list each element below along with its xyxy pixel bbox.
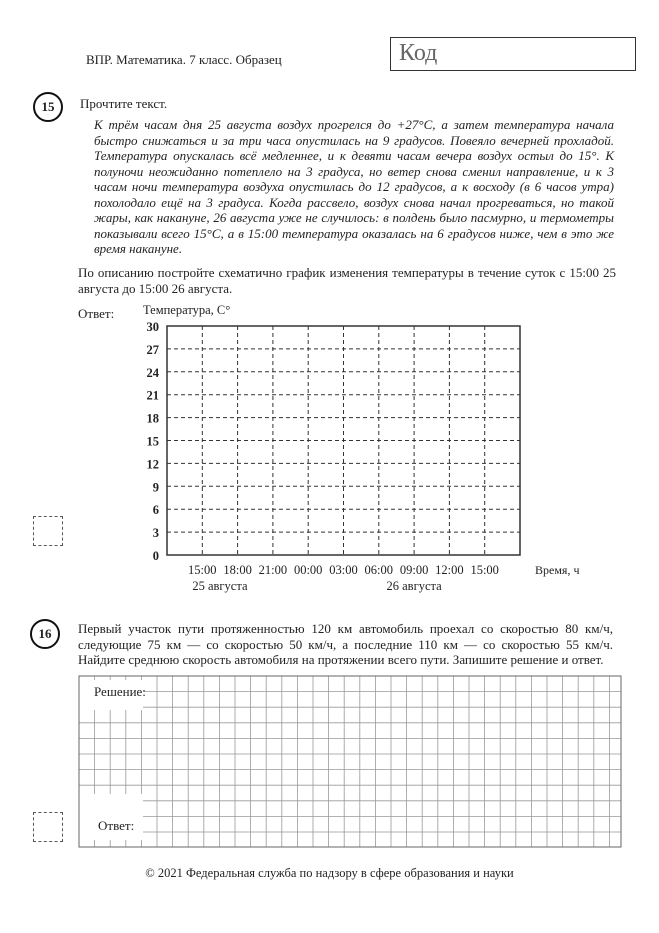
score-box-15[interactable] [33, 516, 63, 546]
y-tick-label: 0 [152, 549, 159, 563]
x-tick-label: 09:00 [399, 563, 429, 577]
y-tick-label: 15 [146, 434, 159, 449]
y-tick-label: 9 [152, 480, 159, 495]
task15-text: К трём часам дня 25 августа воздух прогрелся до +27°С, а затем температура начала быстро снижаться и за три часа опустилась на 9 градусов. Повеяло вечерней прохладой. Температура опускалась всё медленнее, и к девяти часам вечера воздух остыл до 15°. К полуночи неожиданно потеплело на 3 градуса, но ветер снова сменил направление, и к 3 часам ночи температура воздуха опустилась до 12 градусов, а к восходу (в 6 часов утра) похолодало ещё на 3 градуса. Когда рассвело, воздух снова начал прогреваться, но такой жары, как накануне, 26 августа уже не случилось: в полдень было пасмурно, и термометры показывали всего 15°С, а в 15:00 температура оказалась на 6 градусов ниже, чем в это же время накануне. [94, 117, 614, 256]
x-tick-label: 03:00 [329, 563, 358, 577]
footer-copyright: © 2021 Федеральная служба по надзору в сфере образования и науки [145, 866, 514, 880]
x-axis-label: Время, ч [535, 563, 580, 577]
y-tick-label: 12 [146, 457, 159, 472]
code-label: Код [399, 40, 438, 66]
y-tick-label: 18 [146, 411, 159, 426]
y-tick-label: 21 [146, 388, 159, 403]
y-axis-label: Температура, С° [143, 303, 231, 317]
x-tick-label: 21:00 [258, 563, 288, 577]
task-number-15: 15 [33, 92, 63, 122]
y-tick-label: 6 [152, 503, 159, 518]
task-number-16: 16 [30, 619, 60, 649]
solution-grid[interactable] [0, 670, 659, 855]
date-label: 25 августа [192, 579, 248, 593]
x-tick-label: 00:00 [293, 563, 323, 577]
x-tick-label: 15:00 [188, 563, 217, 577]
answer-label-bg [79, 794, 143, 840]
x-tick-label: 06:00 [364, 563, 394, 577]
answer-label-16: Ответ: [98, 818, 135, 833]
y-tick-label: 27 [146, 342, 159, 357]
solution-label: Решение: [94, 684, 146, 699]
y-tick-label: 3 [152, 526, 159, 541]
task15-prompt: Прочтите текст. [80, 96, 168, 111]
date-label: 26 августа [386, 579, 442, 593]
chart-grid [167, 326, 520, 555]
task15-question: По описанию постройте схематично график изменения температуры в течение суток с 15:00 25 августа до 15:00 26 августа. [78, 265, 616, 296]
task16-text: Первый участок пути протяженностью 120 км автомобиль проехал со скоростью 80 км/ч, следующие 75 км — со скоростью 50 км/ч, а последние 110 км — со скоростью 55 км/ч. Найдите среднюю скорость автомобиля на протяжении всего пути. Запишите решение и ответ. [78, 621, 613, 667]
y-tick-label: 30 [146, 320, 159, 334]
x-tick-label: 18:00 [223, 563, 252, 577]
header-title: ВПР. Математика. 7 класс. Образец [86, 52, 282, 67]
x-tick-label: 15:00 [470, 563, 499, 577]
x-tick-label: 12:00 [435, 563, 464, 577]
y-tick-label: 24 [146, 365, 159, 380]
task15-answer-label: Ответ: [78, 306, 115, 321]
score-box-16[interactable] [33, 812, 63, 842]
